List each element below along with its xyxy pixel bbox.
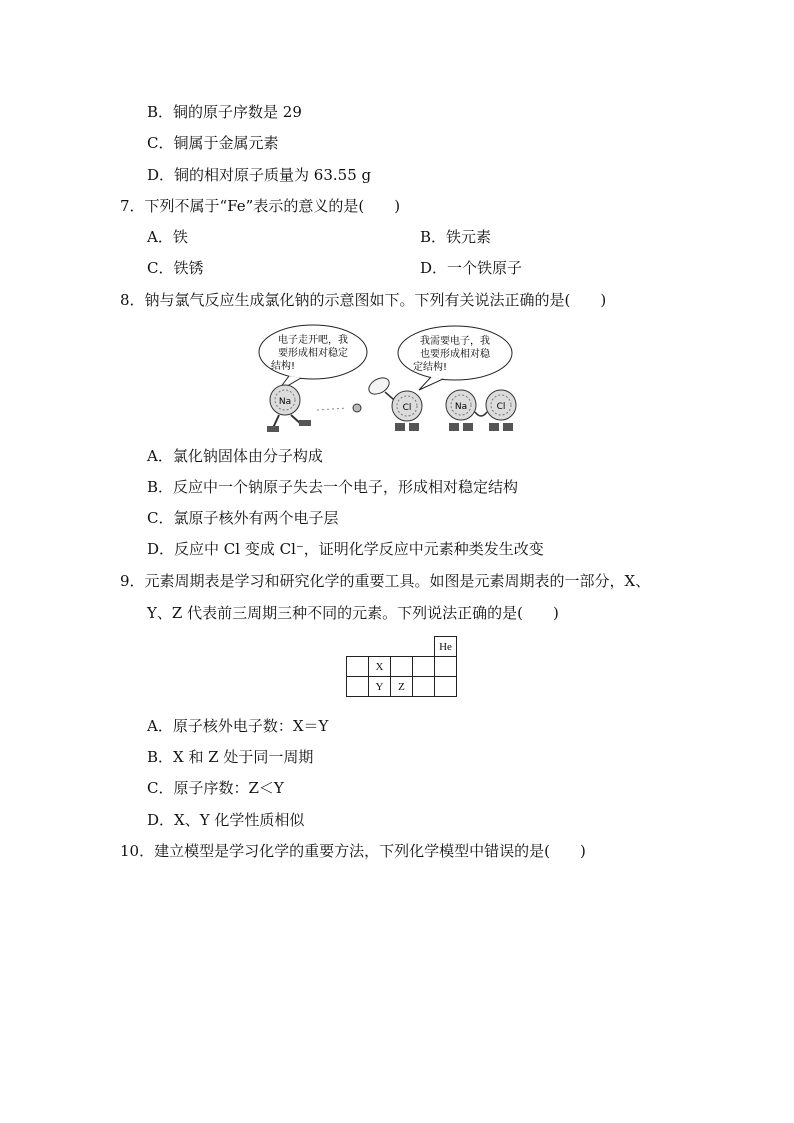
periodic-table-fragment [346,636,457,697]
sodium-atom-character [267,385,311,432]
q9-stem-line-2: Y、Z 代表前三周期三种不同的元素。下列说法正确的是( ) [147,604,559,622]
sodium-chloride-pair-characters [446,390,516,431]
q7-option-c: C．铁锈 [147,259,204,277]
atom-label-na-2: Na [454,402,468,412]
q9-option-c: C．原子序数：Z＜Y [147,779,284,797]
atom-label-na-1: Na [278,397,292,407]
q8-stem: 8．钠与氯气反应生成氯化钠的示意图如下。下列有关说法正确的是( ) [120,291,607,309]
speech-bubble-left [259,325,367,392]
q9-option-b: B．X 和 Z 处于同一周期 [147,748,314,766]
bubble-left-line-3: 结构! [270,361,296,372]
q6-option-c: C．铜属于金属元素 [147,134,279,152]
cell-he: He [435,637,457,657]
cell-y: Y [369,677,391,697]
electron-ball-icon [353,404,361,412]
sodium-chlorine-reaction-illustration [255,320,525,438]
motion-lines [317,408,347,410]
q6-option-d: D．铜的相对原子质量为 63.55 g [147,166,372,184]
q8-option-b: B．反应中一个钠原子失去一个电子，形成相对稳定结构 [147,478,519,496]
q7-option-d: D．一个铁原子 [420,259,523,277]
q9-option-a: A．原子核外电子数：X＝Y [147,717,329,735]
bubble-right-line-2: 也要形成相对稳 [420,349,490,360]
q8-option-a: A．氯化钠固体由分子构成 [147,447,323,465]
q6-option-b: B．铜的原子序数是 29 [147,103,302,121]
q7-stem: 7．下列不属于“Fe”表示的意义的是( ) [120,197,401,215]
q8-option-c: C．氯原子核外有两个电子层 [147,509,339,527]
speech-bubble-right [398,326,512,390]
atom-label-cl-2: Cl [496,402,506,412]
bubble-left-line-1: 电子走开吧，我 [278,335,348,346]
q8-option-d: D．反应中 Cl 变成 Cl⁻，证明化学反应中元素种类发生改变 [147,540,544,558]
chlorine-atom-character [392,391,422,431]
cell-z: Z [391,677,413,697]
bubble-right-line-3: 定结构! [412,362,448,373]
q9-option-d: D．X、Y 化学性质相似 [147,811,305,829]
atom-label-cl-1: Cl [402,403,412,413]
q7-option-a: A．铁 [147,228,188,246]
q10-stem: 10．建立模型是学习化学的重要方法，下列化学模型中错误的是( ) [120,842,586,860]
cell-x: X [369,657,391,677]
bubble-right-line-1: 我需要电子，我 [420,336,490,347]
q9-stem-line-1: 9．元素周期表是学习和研究化学的重要工具。如图是元素周期表的一部分，X、 [120,572,651,590]
q7-option-b: B．铁元素 [420,228,492,246]
bubble-left-line-2: 要形成相对稳定 [278,348,348,359]
